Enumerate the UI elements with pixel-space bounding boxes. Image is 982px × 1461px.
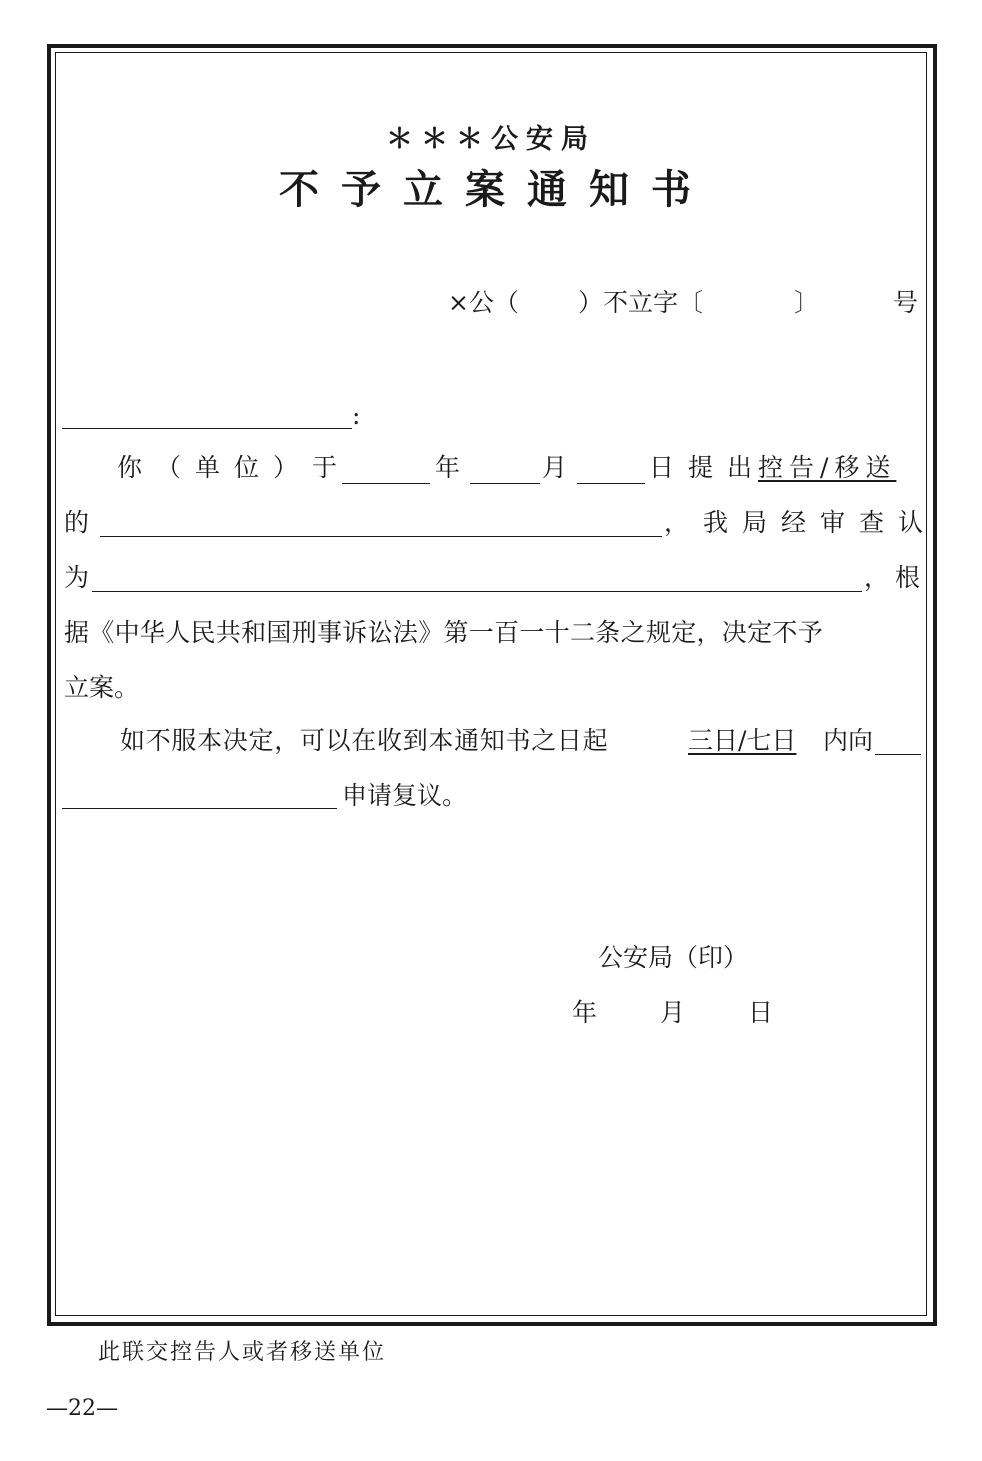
document-title: 不予立案通知书 — [279, 166, 713, 213]
page-number: —22— — [46, 1396, 118, 1421]
review-authority-blank-2[interactable] — [62, 808, 337, 809]
para5-conclusion: 立案。 — [64, 673, 140, 702]
issuing-authority: ＊＊＊公安局 — [386, 124, 596, 155]
para3-tail: ，根 — [864, 563, 927, 592]
docnum-middle: ）不立字〔 — [578, 288, 704, 317]
matter-blank[interactable] — [100, 536, 662, 537]
para1-year-label: 年 — [435, 453, 461, 482]
para2-de: 的 — [64, 508, 90, 537]
docnum-suffix: 号 — [893, 288, 919, 317]
addressee-colon: : — [352, 401, 361, 430]
seal-label: 公安局（印） — [598, 943, 749, 972]
para1-intro: 你（单位）于 — [117, 453, 352, 482]
addressee-blank[interactable] — [62, 428, 352, 429]
para1-month-label: 月 — [542, 453, 568, 482]
review-tail: 申请复议。 — [342, 781, 468, 810]
docnum-bracket-close: 〕 — [794, 288, 820, 317]
review-intro: 如不服本决定，可以在收到本通知书之日起 — [120, 726, 609, 755]
para4-legal-basis: 据《中华人民共和国刑事诉讼法》第一百一十二条之规定，决定不予 — [64, 618, 824, 647]
month-blank[interactable] — [470, 483, 540, 484]
reason-blank[interactable] — [92, 591, 862, 592]
signature-month: 月 — [660, 998, 686, 1027]
year-blank[interactable] — [342, 483, 430, 484]
document-inner-border — [55, 52, 927, 1316]
copy-caption: 此联交控告人或者移送单位 — [98, 1340, 387, 1365]
complaint-transfer-option[interactable]: 控告/移送 — [758, 453, 897, 482]
review-period-option[interactable]: 三日/七日 — [688, 726, 797, 755]
review-direction: 内向 — [823, 726, 874, 755]
docnum-prefix: ×公（ — [448, 288, 519, 317]
day-blank[interactable] — [577, 483, 645, 484]
para3-wei: 为 — [64, 563, 90, 592]
signature-year: 年 — [572, 998, 598, 1027]
signature-day: 日 — [748, 998, 774, 1027]
para2-tail: ，我局经审查认 — [664, 508, 938, 537]
para1-day-label: 日提出 — [649, 453, 767, 482]
review-authority-blank-1[interactable] — [875, 754, 921, 755]
